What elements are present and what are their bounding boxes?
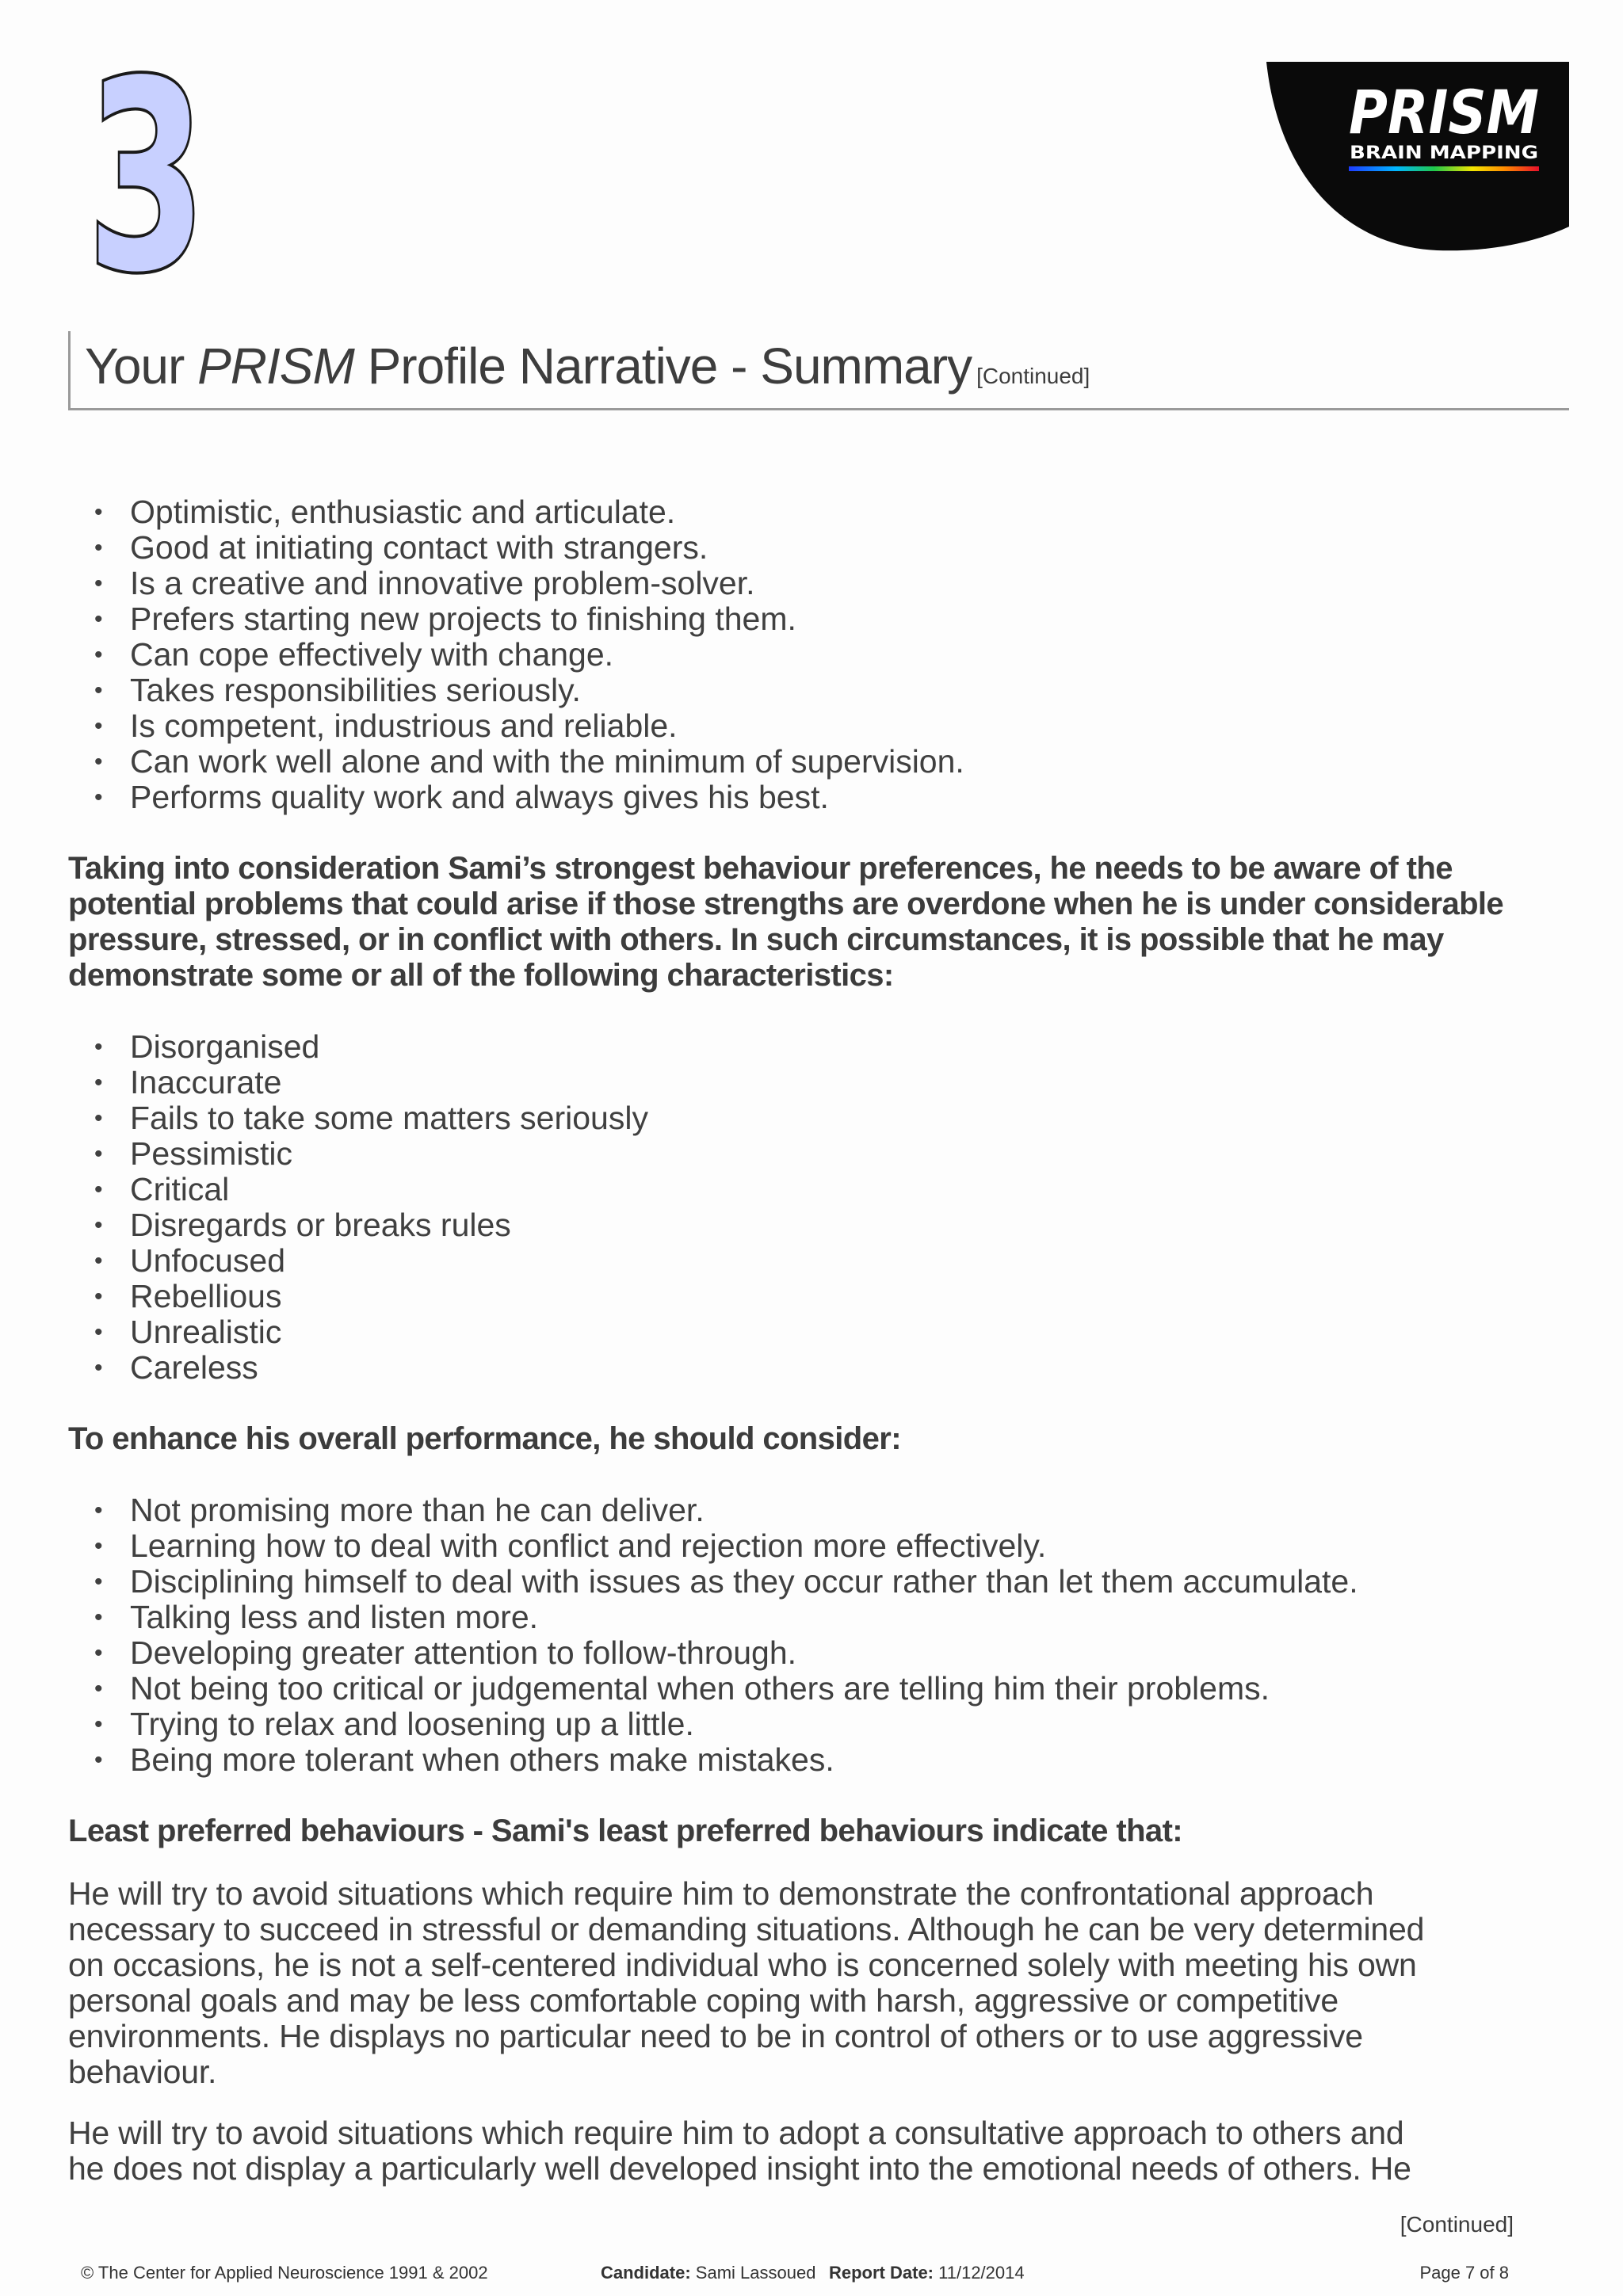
list-item: • Can cope effectively with change. <box>130 637 1510 673</box>
list-item: • Being more tolerant when others make mistakes. <box>130 1742 1510 1778</box>
list-item: • Fails to take some matters seriously <box>130 1100 1510 1136</box>
list-item: • Disregards or breaks rules <box>130 1207 1510 1243</box>
list-item: • Good at initiating contact with strangers. <box>130 530 1510 566</box>
list-item: • Disorganised <box>130 1029 1510 1065</box>
enhance-heading: To enhance his overall performance, he should consider: <box>68 1421 901 1456</box>
footer-page-number: Page 7 of 8 <box>1419 2263 1509 2283</box>
list-item: • Disciplining himself to deal with issues as they occur rather than let them accumulate. <box>130 1564 1510 1600</box>
strengths-list <box>68 494 1510 815</box>
title-part-1: Your <box>85 338 198 395</box>
overdone-list <box>68 1029 1510 1386</box>
list-item: • Optimistic, enthusiastic and articulate. <box>130 494 1510 530</box>
list-item: • Pessimistic <box>130 1136 1510 1172</box>
list-item: • Careless <box>130 1350 1510 1386</box>
footer-candidate-label: Candidate: <box>601 2263 691 2283</box>
section-title-box <box>68 331 1569 410</box>
chapter-number-text: 3 <box>87 25 206 330</box>
list-item: • Rebellious <box>130 1279 1510 1314</box>
title-brand: PRISM <box>197 338 354 395</box>
list-item: • Prefers starting new projects to finishing them. <box>130 601 1510 637</box>
list-item: • Can work well alone and with the minimum of supervision. <box>130 744 1510 780</box>
list-item: • Performs quality work and always gives his best. <box>130 780 1510 815</box>
paragraph-line: personal goals and may be less comfortable coping with harsh, aggressive or competitive <box>68 1982 1338 2019</box>
footer-report-date <box>829 2263 1025 2283</box>
paragraph-line: environments. He displays no particular need to be in control of others or to use aggressive <box>68 2018 1363 2054</box>
title-continued: [Continued] <box>976 364 1090 388</box>
logo-spectrum-bar <box>1349 166 1539 171</box>
footer-report-date-label: Report Date: <box>829 2263 934 2283</box>
footer-candidate <box>601 2263 815 2283</box>
paragraph-line: he does not display a particularly well developed insight into the emotional needs of others. He <box>68 2150 1411 2187</box>
paragraph-line: He will try to avoid situations which require him to adopt a consultative approach to others and <box>68 2115 1404 2151</box>
list-item: • Developing greater attention to follow-through. <box>130 1635 1510 1671</box>
list-item: • Unrealistic <box>130 1314 1510 1350</box>
list-item: • Is a creative and innovative problem-solver. <box>130 566 1510 601</box>
list-item: • Learning how to deal with conflict and rejection more effectively. <box>130 1528 1510 1564</box>
logo-brand-text: PRISM <box>1349 77 1539 147</box>
page-footer <box>0 2263 1623 2286</box>
page-title <box>85 334 1090 408</box>
list-item: • Takes responsibilities seriously. <box>130 673 1510 708</box>
chapter-number <box>79 25 214 330</box>
title-part-2: Profile Narrative - Summary <box>353 338 972 395</box>
paragraph-line: behaviour. <box>68 2054 217 2090</box>
list-item: • Trying to relax and loosening up a little. <box>130 1707 1510 1742</box>
paragraph-line: He will try to avoid situations which require him to demonstrate the confrontational approach <box>68 1875 1374 1912</box>
list-item: • Unfocused <box>130 1243 1510 1279</box>
list-item: • Inaccurate <box>130 1065 1510 1100</box>
logo-tagline-text: BRAIN MAPPING <box>1350 143 1538 163</box>
list-item: • Talking less and listen more. <box>130 1600 1510 1635</box>
list-item: • Not promising more than he can deliver. <box>130 1493 1510 1528</box>
list-item: • Is competent, industrious and reliable. <box>130 708 1510 744</box>
enhance-list <box>68 1493 1510 1778</box>
footer-candidate-name: Sami Lassoued <box>690 2263 816 2283</box>
overdone-intro-paragraph: Taking into consideration Sami’s strongest behaviour preferences, he needs to be aware of the potential problems that could arise if those strengths are overdone when he is under considerable pressure, stressed, or in conflict with others. In such circumstances, it is possible that he may demonstrate some or all of the following characteristics: <box>68 851 1504 993</box>
list-item: • Not being too critical or judgemental when others are telling him their problems. <box>130 1671 1510 1707</box>
prism-logo <box>1266 62 1569 252</box>
paragraph-line: necessary to succeed in stressful or demanding situations. Although he can be very determined <box>68 1911 1425 1947</box>
narrative-content <box>68 494 1510 2187</box>
footer-copyright: © The Center for Applied Neuroscience 1991 & 2002 <box>81 2263 488 2283</box>
continued-label: [Continued] <box>1400 2212 1514 2237</box>
least-preferred-paragraph-1 <box>68 1876 1510 2090</box>
least-preferred-heading: Least preferred behaviours - Sami's least preferred behaviours indicate that: <box>68 1814 1183 1848</box>
list-item: • Critical <box>130 1172 1510 1207</box>
paragraph-line: on occasions, he is not a self-centered individual who is concerned solely with meeting his own <box>68 1947 1417 1983</box>
footer-report-date-value: 11/12/2014 <box>934 2263 1025 2283</box>
least-preferred-paragraph-2 <box>68 2115 1510 2187</box>
